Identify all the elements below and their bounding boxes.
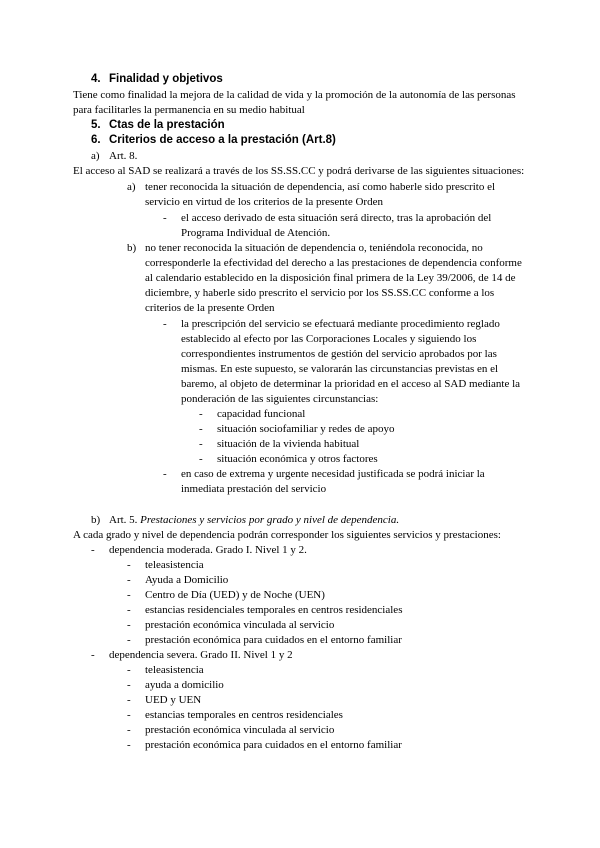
situation-b-line-5: criterios de la presente Orden: [145, 302, 275, 314]
grade-1-dash-6: -: [127, 634, 131, 646]
situation-b-sub1-line-1: la prescripción del servicio se efectuará mediante procedimiento reglado: [181, 318, 500, 330]
grade-2-dash-4: -: [127, 709, 131, 721]
section-6-title: Criterios de acceso a la prestación (Art.8): [109, 134, 336, 146]
circumstance-4: situación económica y otros factores: [217, 453, 378, 465]
item-b-art: Art. 5.: [109, 514, 138, 526]
situation-b-line-4: diciembre, y haberle sido prescrito el servicio por los SS.SS.CC conforme a los: [145, 287, 495, 299]
grade-2-item-5: prestación económica vinculada al servicio: [145, 724, 335, 736]
grade-1-dash: -: [91, 544, 95, 556]
grade-1-dash-3: -: [127, 589, 131, 601]
grade-2-item-4: estancias temporales en centros residenciales: [145, 709, 343, 721]
grade-1-item-6: prestación económica para cuidados en el entorno familiar: [145, 634, 402, 646]
situation-b-line-1: no tener reconocida la situación de dependencia o, teniéndola reconocida, no: [145, 242, 483, 254]
item-a-marker: a): [91, 150, 100, 162]
grade-1-dash-1: -: [127, 559, 131, 571]
situation-b-line-2: corresponderle la efectividad del derecho a las prestaciones de dependencia conforme: [145, 257, 522, 269]
grade-1-label: dependencia moderada. Grado I. Nivel 1 y 2.: [109, 544, 307, 556]
grade-1-item-3: Centro de Día (UED) y de Noche (UEN): [145, 589, 325, 601]
item-b-marker: b): [91, 514, 101, 526]
grade-2-dash-6: -: [127, 739, 131, 751]
grade-2-item-6: prestación económica para cuidados en el entorno familiar: [145, 739, 402, 751]
situation-a-marker: a): [127, 181, 136, 193]
section-4-text-line-1: Tiene como finalidad la mejora de la calidad de vida y la promoción de la autonomía de las personas: [73, 89, 516, 101]
grade-2-dash-1: -: [127, 664, 131, 676]
grade-1-dash-4: -: [127, 604, 131, 616]
section-4-number: 4.: [91, 73, 101, 85]
situation-b-sub1-line-5: baremo, al objeto de determinar la prioridad en el acceso al SAD mediante la: [181, 378, 521, 390]
circumstance-3: situación de la vivienda habitual: [217, 438, 360, 450]
situation-b-dash-2: -: [163, 468, 167, 480]
situation-a-line-1: tener reconocida la situación de dependencia, así como haberle sido prescrito el: [145, 181, 496, 193]
situation-a-sub-line-2: Programa Individual de Atención.: [181, 227, 331, 239]
grade-2-label: dependencia severa. Grado II. Nivel 1 y 2: [109, 649, 293, 661]
situation-b-sub2-line-2: inmediata prestación del servicio: [181, 483, 327, 495]
grade-1-item-4: estancias residenciales temporales en centros residenciales: [145, 604, 403, 616]
services-intro: A cada grado y nivel de dependencia podrán corresponder los siguientes servicios y prestaciones:: [73, 529, 501, 541]
grade-2-dash: -: [91, 649, 95, 661]
circumstance-1: capacidad funcional: [217, 408, 306, 420]
item-a-label: Art. 8.: [109, 150, 138, 162]
situation-b-marker: b): [127, 242, 137, 254]
section-5-title: Ctas de la prestación: [109, 119, 225, 131]
item-b-title: Prestaciones y servicios por grado y nivel de dependencia.: [140, 514, 400, 526]
section-6-number: 6.: [91, 134, 101, 146]
situation-a-dash: -: [163, 212, 167, 224]
section-4-title: Finalidad y objetivos: [109, 73, 223, 85]
grade-2-dash-3: -: [127, 694, 131, 706]
situation-a-line-2: servicio en virtud de los criterios de la presente Orden: [145, 196, 383, 208]
circumstance-dash-2: -: [199, 423, 203, 435]
grade-2-item-1: teleasistencia: [145, 664, 204, 676]
situation-b-sub1-line-6: ponderación de las siguientes circunstancias:: [181, 393, 379, 405]
grade-1-dash-5: -: [127, 619, 131, 631]
situation-b-sub1-line-3: correspondientes instrumentos de gestión del servicio aprobados por las: [181, 348, 497, 360]
circumstance-dash-3: -: [199, 438, 203, 450]
access-intro: El acceso al SAD se realizará a través de los SS.SS.CC y podrá derivarse de las siguientes situaciones:: [73, 165, 525, 177]
situation-b-line-3: al calendario establecido en la disposición final primera de la Ley 39/2006, de 14 de: [145, 272, 516, 284]
situation-b-dash-1: -: [163, 318, 167, 330]
grade-1-dash-2: -: [127, 574, 131, 586]
section-5-number: 5.: [91, 119, 101, 131]
item-b-label: [109, 513, 399, 527]
grade-1-item-1: teleasistencia: [145, 559, 204, 571]
grade-2-dash-5: -: [127, 724, 131, 736]
situation-b-sub2-line-1: en caso de extrema y urgente necesidad justificada se podrá iniciar la: [181, 468, 485, 480]
grade-2-item-2: ayuda a domicilio: [145, 679, 224, 691]
grade-2-item-3: UED y UEN: [145, 694, 202, 706]
circumstance-dash-4: -: [199, 453, 203, 465]
grade-1-item-2: Ayuda a Domicilio: [145, 574, 229, 586]
situation-a-sub-line-1: el acceso derivado de esta situación será directo, tras la aprobación del: [181, 212, 492, 224]
circumstance-dash-1: -: [199, 408, 203, 420]
grade-2-dash-2: -: [127, 679, 131, 691]
section-4-text-line-2: para facilitarles la permanencia en su medio habitual: [73, 104, 305, 116]
circumstance-2: situación sociofamiliar y redes de apoyo: [217, 423, 395, 435]
grade-1-item-5: prestación económica vinculada al servicio: [145, 619, 335, 631]
situation-b-sub1-line-4: mismas. En este supuesto, se valorarán las circunstancias previstas en el: [181, 363, 499, 375]
situation-b-sub1-line-2: establecido al efecto por las Corporaciones Locales y siguiendo los: [181, 333, 477, 345]
